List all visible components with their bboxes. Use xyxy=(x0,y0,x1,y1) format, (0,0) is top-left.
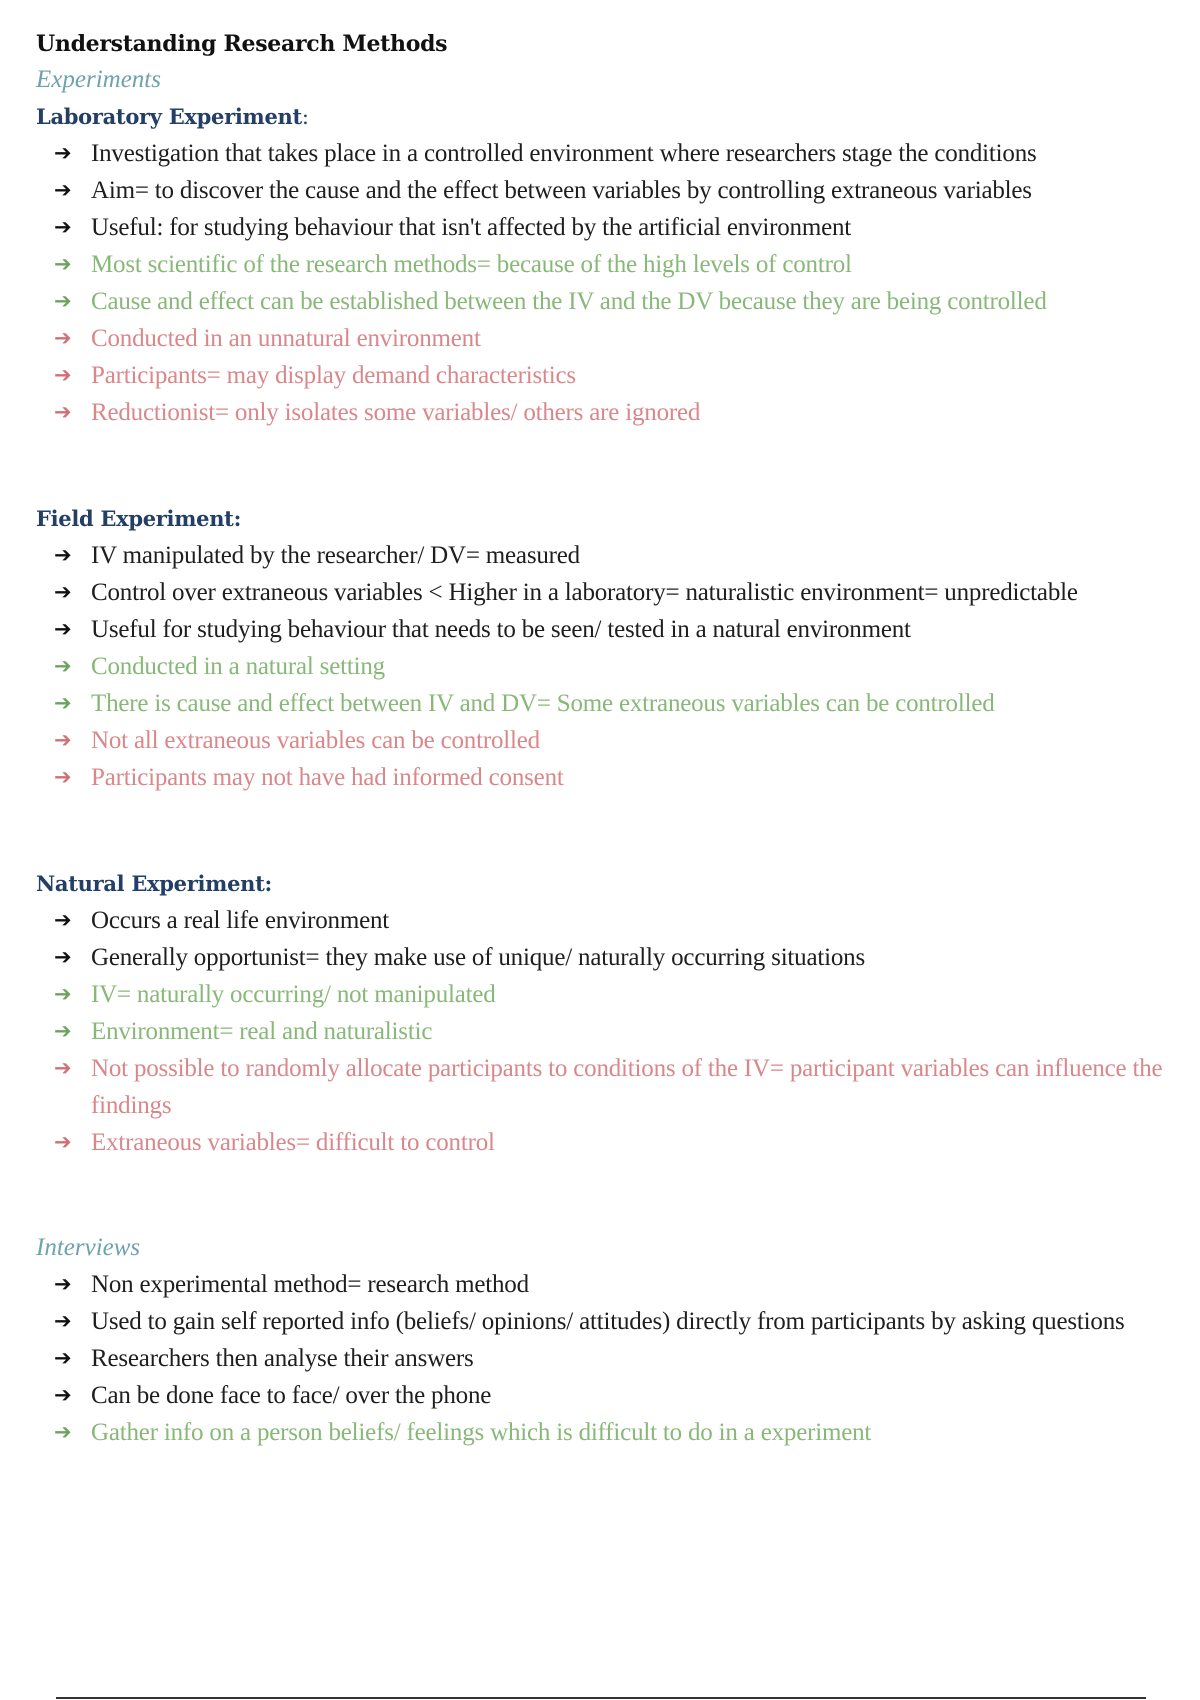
list-item xyxy=(36,320,1186,357)
list-item xyxy=(36,1124,1186,1161)
arrow-bullet-icon: ➔ xyxy=(54,1272,72,1296)
laboratory-list xyxy=(36,135,1186,431)
list-item-text: Investigation that takes place in a controlled environment where researchers stage the conditions xyxy=(91,140,1037,167)
list-item-text: Cause and effect can be established between the IV and the DV because they are being controlled xyxy=(91,288,1047,315)
arrow-bullet-icon: ➔ xyxy=(54,363,72,387)
list-item xyxy=(36,976,1186,1013)
heading-laboratory-colon: : xyxy=(301,105,309,129)
list-item-text: Most scientific of the research methods= because of the high levels of control xyxy=(91,251,852,278)
footer-divider xyxy=(56,1697,1146,1699)
arrow-bullet-icon: ➔ xyxy=(54,400,72,424)
arrow-bullet-icon: ➔ xyxy=(54,691,72,715)
arrow-bullet-icon: ➔ xyxy=(54,1130,72,1154)
list-item-text: IV manipulated by the researcher/ DV= measured xyxy=(91,542,580,569)
list-item xyxy=(36,902,1186,939)
list-item-text: Aim= to discover the cause and the effect between variables by controlling extraneous variables xyxy=(91,177,1032,204)
category-experiments: Experiments xyxy=(36,66,161,93)
interviews-list xyxy=(36,1266,1186,1451)
list-item-text: Generally opportunist= they make use of unique/ naturally occurring situations xyxy=(91,944,865,971)
arrow-bullet-icon: ➔ xyxy=(54,1383,72,1407)
document-title: Understanding Research Methods xyxy=(36,31,448,57)
list-item-text: Participants may not have had informed consent xyxy=(91,764,564,791)
arrow-bullet-icon: ➔ xyxy=(54,215,72,239)
list-item xyxy=(36,574,1186,611)
arrow-bullet-icon: ➔ xyxy=(54,1019,72,1043)
arrow-bullet-icon: ➔ xyxy=(54,252,72,276)
list-item xyxy=(36,357,1186,394)
arrow-bullet-icon: ➔ xyxy=(54,617,72,641)
list-item-text: Control over extraneous variables < Higher in a laboratory= naturalistic environment= unpredictable xyxy=(91,579,1078,606)
document-page xyxy=(36,26,1186,1451)
list-item xyxy=(36,939,1186,976)
list-item-text: Used to gain self reported info (beliefs/ opinions/ attitudes) directly from participants by asking questions xyxy=(91,1308,1125,1335)
heading-natural-experiment: Natural Experiment: xyxy=(36,871,272,896)
list-item-text: Reductionist= only isolates some variables/ others are ignored xyxy=(91,399,701,426)
list-item-text: Environment= real and naturalistic xyxy=(91,1018,433,1045)
heading-laboratory-experiment xyxy=(36,98,1186,135)
list-item xyxy=(36,759,1186,796)
arrow-bullet-icon: ➔ xyxy=(54,1420,72,1444)
list-item-text: Not all extraneous variables can be controlled xyxy=(91,727,540,754)
arrow-bullet-icon: ➔ xyxy=(54,728,72,752)
arrow-bullet-icon: ➔ xyxy=(54,945,72,969)
arrow-bullet-icon: ➔ xyxy=(54,654,72,678)
list-item xyxy=(36,209,1186,246)
list-item xyxy=(36,1303,1186,1340)
list-item-text: Researchers then analyse their answers xyxy=(91,1345,474,1372)
list-item-text: Can be done face to face/ over the phone xyxy=(91,1382,492,1409)
list-item xyxy=(36,394,1186,431)
heading-field-experiment: Field Experiment: xyxy=(36,506,242,531)
arrow-bullet-icon: ➔ xyxy=(54,765,72,789)
list-item xyxy=(36,611,1186,648)
arrow-bullet-icon: ➔ xyxy=(54,908,72,932)
list-item-text: Non experimental method= research method xyxy=(91,1271,529,1298)
arrow-bullet-icon: ➔ xyxy=(54,178,72,202)
arrow-bullet-icon: ➔ xyxy=(54,141,72,165)
list-item xyxy=(36,1377,1186,1414)
arrow-bullet-icon: ➔ xyxy=(54,326,72,350)
list-item-text: Useful: for studying behaviour that isn't affected by the artificial environment xyxy=(91,214,852,241)
list-item-text: Gather info on a person beliefs/ feelings which is difficult to do in a experiment xyxy=(91,1419,872,1446)
list-item-text: Participants= may display demand characteristics xyxy=(91,362,576,389)
heading-laboratory-label: Laboratory Experiment xyxy=(36,104,302,129)
category-interviews: Interviews xyxy=(36,1234,141,1261)
list-item-text: Conducted in an unnatural environment xyxy=(91,325,481,352)
arrow-bullet-icon: ➔ xyxy=(54,543,72,567)
arrow-bullet-icon: ➔ xyxy=(54,289,72,313)
list-item xyxy=(36,135,1186,172)
arrow-bullet-icon: ➔ xyxy=(54,1056,72,1080)
list-item xyxy=(36,1340,1186,1377)
list-item-text: Useful for studying behaviour that needs to be seen/ tested in a natural environment xyxy=(91,616,911,643)
list-item-text: Conducted in a natural setting xyxy=(91,653,385,680)
list-item-text: Not possible to randomly allocate participants to conditions of the IV= participant variables can influence the findings xyxy=(91,1055,1163,1119)
arrow-bullet-icon: ➔ xyxy=(54,580,72,604)
list-item-text: There is cause and effect between IV and DV= Some extraneous variables can be controlled xyxy=(91,690,995,717)
arrow-bullet-icon: ➔ xyxy=(54,1309,72,1333)
list-item xyxy=(36,246,1186,283)
list-item xyxy=(36,1050,1186,1124)
list-item-text: Occurs a real life environment xyxy=(91,907,390,934)
list-item-text: Extraneous variables= difficult to control xyxy=(91,1129,495,1156)
list-item xyxy=(36,722,1186,759)
list-item xyxy=(36,1013,1186,1050)
list-item xyxy=(36,537,1186,574)
list-item-text: IV= naturally occurring/ not manipulated xyxy=(91,981,496,1008)
field-list xyxy=(36,537,1186,796)
list-item xyxy=(36,685,1186,722)
list-item xyxy=(36,1414,1186,1451)
arrow-bullet-icon: ➔ xyxy=(54,1346,72,1370)
list-item xyxy=(36,1266,1186,1303)
arrow-bullet-icon: ➔ xyxy=(54,982,72,1006)
natural-list xyxy=(36,902,1186,1161)
list-item xyxy=(36,283,1186,320)
list-item xyxy=(36,172,1186,209)
list-item xyxy=(36,648,1186,685)
